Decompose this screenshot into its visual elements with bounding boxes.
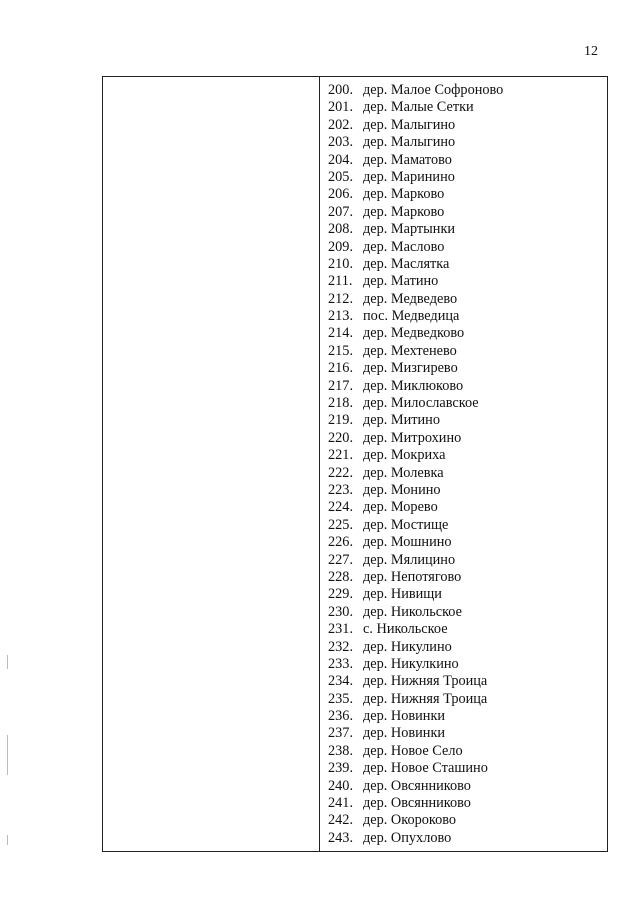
- item-number: 234.: [328, 673, 354, 690]
- item-number: 223.: [328, 481, 354, 498]
- list-item: [320, 830, 607, 847]
- list-item: [320, 169, 607, 186]
- item-number: 215.: [328, 342, 354, 359]
- item-name: дер. Марково: [363, 203, 445, 220]
- item-name: дер. Новинки: [363, 708, 446, 725]
- list-item: [320, 795, 607, 812]
- item-name: дер. Малыгино: [363, 116, 456, 133]
- table-right-cell: [320, 77, 607, 851]
- item-number: 232.: [328, 638, 354, 655]
- item-number: 229.: [328, 586, 354, 603]
- item-name: дер. Малые Сетки: [363, 99, 474, 116]
- item-number: 212.: [328, 290, 354, 307]
- item-name: дер. Морево: [363, 499, 438, 516]
- list-item: [320, 778, 607, 795]
- item-name: дер. Митрохино: [363, 429, 462, 446]
- item-number: 202.: [328, 116, 354, 133]
- item-name: дер. Нижняя Троица: [363, 690, 488, 707]
- item-number: 214.: [328, 325, 354, 342]
- item-number: 208.: [328, 221, 354, 238]
- settlement-list: [320, 82, 607, 847]
- item-name: дер. Медведково: [363, 325, 465, 342]
- list-item: [320, 82, 607, 99]
- list-item: [320, 569, 607, 586]
- list-item: [320, 447, 607, 464]
- list-item: [320, 360, 607, 377]
- item-name: дер. Маслятка: [363, 255, 450, 272]
- item-name: дер. Мартынки: [363, 221, 456, 238]
- list-item: [320, 117, 607, 134]
- item-name: дер. Митино: [363, 412, 440, 429]
- item-number: 230.: [328, 603, 354, 620]
- list-item: [320, 656, 607, 673]
- list-item: [320, 639, 607, 656]
- item-number: 228.: [328, 568, 354, 585]
- list-item: [320, 134, 607, 151]
- item-number: 238.: [328, 742, 354, 759]
- scan-margin-mark: [7, 735, 8, 775]
- item-name: дер. Матино: [363, 273, 439, 290]
- item-name: дер. Овсянниково: [363, 795, 471, 812]
- list-item: [320, 273, 607, 290]
- item-number: 204.: [328, 151, 354, 168]
- item-name: дер. Никулино: [363, 638, 452, 655]
- list-item: [320, 412, 607, 429]
- item-name: дер. Опухлово: [363, 829, 452, 846]
- list-item: [320, 482, 607, 499]
- item-name: дер. Непотягово: [363, 568, 462, 585]
- item-number: 242.: [328, 812, 354, 829]
- item-name: дер. Маринино: [363, 168, 455, 185]
- list-item: [320, 378, 607, 395]
- item-name: дер. Новое Село: [363, 742, 463, 759]
- page-number: 12: [584, 44, 598, 59]
- item-number: 233.: [328, 655, 354, 672]
- list-item: [320, 186, 607, 203]
- list-item: [320, 691, 607, 708]
- table-left-cell: [103, 77, 320, 851]
- list-item: [320, 604, 607, 621]
- list-item: [320, 708, 607, 725]
- list-item: [320, 812, 607, 829]
- item-number: 236.: [328, 708, 354, 725]
- item-name: дер. Малое Софроново: [363, 82, 504, 98]
- item-name: дер. Молевка: [363, 464, 444, 481]
- item-number: 213.: [328, 308, 354, 325]
- item-name: дер. Малыгино: [363, 134, 456, 151]
- list-item: [320, 256, 607, 273]
- item-name: дер. Нивищи: [363, 586, 442, 603]
- list-item: [320, 743, 607, 760]
- item-name: дер. Маматово: [363, 151, 452, 168]
- item-number: 237.: [328, 725, 354, 742]
- item-number: 216.: [328, 360, 354, 377]
- item-number: 206.: [328, 186, 354, 203]
- item-number: 225.: [328, 516, 354, 533]
- item-number: 240.: [328, 777, 354, 794]
- item-number: 205.: [328, 168, 354, 185]
- item-number: 220.: [328, 429, 354, 446]
- item-name: дер. Никулкино: [363, 655, 459, 672]
- list-item: [320, 291, 607, 308]
- item-name: с. Никольское: [363, 621, 448, 638]
- item-name: дер. Мостище: [363, 516, 449, 533]
- item-number: 209.: [328, 238, 354, 255]
- list-item: [320, 465, 607, 482]
- item-number: 201.: [328, 99, 354, 116]
- list-item: [320, 221, 607, 238]
- item-name: дер. Маслово: [363, 238, 445, 255]
- item-number: 200.: [328, 82, 354, 98]
- item-number: 227.: [328, 551, 354, 568]
- item-name: дер. Монино: [363, 481, 441, 498]
- list-item: [320, 760, 607, 777]
- item-name: дер. Нижняя Троица: [363, 673, 488, 690]
- list-item: [320, 395, 607, 412]
- list-item: [320, 725, 607, 742]
- list-item: [320, 343, 607, 360]
- item-name: дер. Овсянниково: [363, 777, 471, 794]
- item-name: дер. Медведево: [363, 290, 458, 307]
- item-number: 241.: [328, 795, 354, 812]
- list-item: [320, 517, 607, 534]
- item-number: 207.: [328, 203, 354, 220]
- scan-margin-mark: [7, 835, 8, 845]
- item-number: 226.: [328, 534, 354, 551]
- item-name: дер. Мокриха: [363, 447, 446, 464]
- item-number: 239.: [328, 760, 354, 777]
- list-item: [320, 204, 607, 221]
- item-number: 224.: [328, 499, 354, 516]
- item-number: 211.: [328, 273, 353, 290]
- list-item: [320, 534, 607, 551]
- item-number: 243.: [328, 829, 354, 846]
- list-item: [320, 152, 607, 169]
- item-name: дер. Мошнино: [363, 534, 452, 551]
- list-item: [320, 239, 607, 256]
- item-number: 231.: [328, 621, 354, 638]
- list-item: [320, 586, 607, 603]
- item-number: 203.: [328, 134, 354, 151]
- item-name: дер. Новинки: [363, 725, 446, 742]
- item-name: пос. Медведица: [363, 308, 460, 325]
- scan-margin-mark: [7, 655, 8, 669]
- item-number: 222.: [328, 464, 354, 481]
- item-number: 219.: [328, 412, 354, 429]
- list-item: [320, 621, 607, 638]
- item-name: дер. Мялицино: [363, 551, 456, 568]
- list-item: [320, 325, 607, 342]
- list-item: [320, 499, 607, 516]
- list-item: [320, 99, 607, 116]
- item-name: дер. Окороково: [363, 812, 457, 829]
- item-name: дер. Мехтенево: [363, 342, 457, 359]
- item-name: дер. Никольское: [363, 603, 462, 620]
- item-number: 235.: [328, 690, 354, 707]
- item-name: дер. Миклюково: [363, 377, 464, 394]
- item-number: 218.: [328, 395, 354, 412]
- item-name: дер. Мизгирево: [363, 360, 458, 377]
- list-item: [320, 308, 607, 325]
- item-number: 217.: [328, 377, 354, 394]
- list-item: [320, 673, 607, 690]
- item-number: 210.: [328, 255, 354, 272]
- item-number: 221.: [328, 447, 354, 464]
- item-name: дер. Милославское: [363, 395, 479, 412]
- item-name: дер. Новое Сташино: [363, 760, 488, 777]
- list-item: [320, 430, 607, 447]
- settlement-table: [102, 76, 608, 852]
- list-item: [320, 552, 607, 569]
- item-name: дер. Марково: [363, 186, 445, 203]
